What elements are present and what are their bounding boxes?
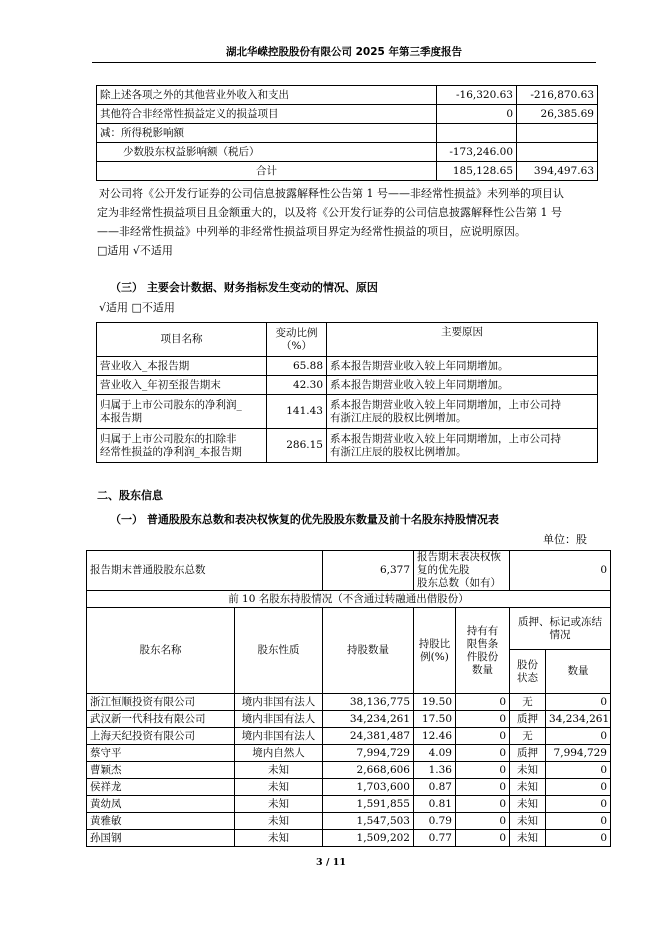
table-row-totals <box>87 551 611 591</box>
holding-ratio: 17.50 <box>414 711 456 728</box>
row-label: 其他符合非经常性损益定义的损益项目 <box>97 105 437 124</box>
current-period-value: -173,246.00 <box>437 143 517 162</box>
shareholder-nature: 境内非国有法人 <box>235 711 323 728</box>
header-shares: 持股数量 <box>323 608 414 694</box>
current-period-value <box>437 124 517 143</box>
shareholder-nature: 未知 <box>235 830 323 847</box>
item-name: 营业收入_年初至报告期末 <box>97 376 267 395</box>
top10-caption: 前 10 名股东持股情况（不含通过转融通出借股份） <box>87 591 611 608</box>
header-ratio-line: 变动比例 <box>275 326 318 339</box>
pledge-qty: 0 <box>546 830 611 847</box>
table-row <box>87 728 611 745</box>
holding-ratio: 4.09 <box>414 745 456 762</box>
shareholder-nature: 未知 <box>235 813 323 830</box>
pledge-status: 质押 <box>510 745 546 762</box>
shareholder-name: 黄幼凤 <box>87 796 235 813</box>
changes-table <box>96 322 598 463</box>
shareholder-nature: 境内自然人 <box>235 745 323 762</box>
header-ratio-line: （%） <box>281 339 312 352</box>
reason: 系本报告期营业收入较上年同期增加。 <box>327 357 598 376</box>
preferred-shareholders-label: 报告期末表决权恢复的优先股 股东总数（如有） <box>414 551 510 591</box>
section-title-3: （三） 主要会计数据、财务指标发生变动的情况、原因 <box>110 281 378 294</box>
section-title-shareholders: 二、股东信息 <box>97 489 163 502</box>
restricted-shares: 0 <box>456 796 510 813</box>
pledge-qty: 0 <box>546 694 611 711</box>
restricted-shares: 0 <box>456 779 510 796</box>
shareholder-nature: 未知 <box>235 762 323 779</box>
holding-ratio: 0.77 <box>414 830 456 847</box>
row-label: 减：所得税影响额 <box>97 124 437 143</box>
header-status: 股份 状态 <box>510 650 546 694</box>
restricted-shares: 0 <box>456 694 510 711</box>
applicability-check: □适用 √不适用 <box>97 244 173 257</box>
item-name: 归属于上市公司股东的扣除非 经常性损益的净利润_本报告期 <box>97 429 267 463</box>
table-header-row <box>97 323 598 357</box>
table-row <box>97 86 598 105</box>
change-ratio: 65.88 <box>267 357 327 376</box>
shareholder-name: 曹颖杰 <box>87 762 235 779</box>
table-header-row <box>87 608 611 650</box>
holding-ratio: 1.36 <box>414 762 456 779</box>
shareholder-nature: 未知 <box>235 779 323 796</box>
ytd-total: 394,497.63 <box>517 162 598 181</box>
pledge-qty: 0 <box>546 813 611 830</box>
preferred-shareholders-value: 0 <box>510 551 611 591</box>
paragraph-line: 对公司将《公开发行证券的公司信息披露解释性公告第 1 号——非经常性损益》未列举的项目认 <box>99 187 564 200</box>
shares-held: 7,994,729 <box>323 745 414 762</box>
restricted-shares: 0 <box>456 813 510 830</box>
item-name: 营业收入_本报告期 <box>97 357 267 376</box>
holding-ratio: 12.46 <box>414 728 456 745</box>
pledge-status: 未知 <box>510 830 546 847</box>
pledge-status: 未知 <box>510 813 546 830</box>
header-reason: 主要原因 <box>327 323 598 357</box>
pledge-qty: 0 <box>546 762 611 779</box>
table-row <box>97 124 598 143</box>
header-item: 项目名称 <box>97 323 267 357</box>
shares-held: 1,591,855 <box>323 796 414 813</box>
ytd-value: -216,870.63 <box>517 86 598 105</box>
shareholder-name: 蔡守平 <box>87 745 235 762</box>
shareholder-name: 黄雅敏 <box>87 813 235 830</box>
reason: 系本报告期营业收入较上年同期增加，上市公司持 有浙江庄辰的股权比例增加。 <box>327 395 598 429</box>
ytd-value <box>517 124 598 143</box>
shares-held: 2,668,606 <box>323 762 414 779</box>
header-ratio <box>267 323 327 357</box>
restricted-shares: 0 <box>456 830 510 847</box>
table-row <box>87 711 611 728</box>
row-label: 除上述各项之外的其他营业外收入和支出 <box>97 86 437 105</box>
shares-held: 1,703,600 <box>323 779 414 796</box>
holding-ratio: 0.87 <box>414 779 456 796</box>
pledge-status: 无 <box>510 728 546 745</box>
table-row-total <box>97 162 598 181</box>
table-row <box>87 779 611 796</box>
shareholder-name: 侯祥龙 <box>87 779 235 796</box>
pledge-qty: 7,994,729 <box>546 745 611 762</box>
shareholder-name: 孙国钢 <box>87 830 235 847</box>
shareholders-table <box>86 550 611 847</box>
row-label: 少数股东权益影响额（税后） <box>97 143 437 162</box>
item-name: 归属于上市公司股东的净利润_ 本报告期 <box>97 395 267 429</box>
table-caption-row <box>87 591 611 608</box>
shares-held: 1,547,503 <box>323 813 414 830</box>
table-row <box>87 762 611 779</box>
current-period-total: 185,128.65 <box>437 162 517 181</box>
table-row <box>87 830 611 847</box>
restricted-shares: 0 <box>456 711 510 728</box>
header-nature: 股东性质 <box>235 608 323 694</box>
pledge-qty: 0 <box>546 779 611 796</box>
table-row <box>87 745 611 762</box>
holding-ratio: 0.81 <box>414 796 456 813</box>
change-ratio: 286.15 <box>267 429 327 463</box>
holding-ratio: 0.79 <box>414 813 456 830</box>
paragraph-line: 定为非经常性损益项目且金额重大的，以及将《公开发行证券的公司信息披露解释性公告第 1 号 <box>97 206 562 219</box>
pledge-status: 未知 <box>510 779 546 796</box>
table-row <box>97 143 598 162</box>
shareholder-nature: 未知 <box>235 796 323 813</box>
page-header-title: 湖北华嵘控股股份有限公司 2025 年第三季度报告 <box>225 46 463 58</box>
shares-held: 1,509,202 <box>323 830 414 847</box>
header-qty: 数量 <box>546 650 611 694</box>
applicability-check: √适用 □不适用 <box>99 301 175 314</box>
reason: 系本报告期营业收入较上年同期增加，上市公司持 有浙江庄辰的股权比例增加。 <box>327 429 598 463</box>
section-subtitle-shareholders: （一） 普通股股东总数和表决权恢复的优先股股东数量及前十名股东持股情况表 <box>110 513 499 526</box>
pledge-status: 质押 <box>510 711 546 728</box>
ytd-value: 26,385.69 <box>517 105 598 124</box>
shareholder-name: 上海天纪投资有限公司 <box>87 728 235 745</box>
explanation-paragraph <box>97 184 597 260</box>
reason: 系本报告期营业收入较上年同期增加。 <box>327 376 598 395</box>
restricted-shares: 0 <box>456 745 510 762</box>
change-ratio: 42.30 <box>267 376 327 395</box>
pledge-qty: 34,234,261 <box>546 711 611 728</box>
header-pledge: 质押、标记或冻结 情况 <box>510 608 611 650</box>
table-row <box>97 357 598 376</box>
shareholder-nature: 境内非国有法人 <box>235 694 323 711</box>
shares-held: 34,234,261 <box>323 711 414 728</box>
header-ratio: 持股比 例(%) <box>414 608 456 694</box>
header-divider <box>92 62 596 63</box>
shareholder-nature: 境内非国有法人 <box>235 728 323 745</box>
shareholder-name: 武汉新一代科技有限公司 <box>87 711 235 728</box>
holding-ratio: 19.50 <box>414 694 456 711</box>
table-row <box>97 395 598 429</box>
table-row <box>87 796 611 813</box>
total-shareholders-value: 6,377 <box>323 551 414 591</box>
shares-held: 38,136,775 <box>323 694 414 711</box>
total-shareholders-label: 报告期末普通股股东总数 <box>87 551 323 591</box>
pledge-qty: 0 <box>546 796 611 813</box>
paragraph-line: ——非经常性损益》中列举的非经常性损益项目界定为经常性损益的项目，应说明原因。 <box>97 225 526 238</box>
current-period-value: -16,320.63 <box>437 86 517 105</box>
shareholder-name: 浙江恒顺投资有限公司 <box>87 694 235 711</box>
page-number: 3 / 11 <box>316 857 346 868</box>
pledge-status: 未知 <box>510 762 546 779</box>
table-row <box>87 694 611 711</box>
table-row <box>97 376 598 395</box>
table-row <box>87 813 611 830</box>
change-ratio: 141.43 <box>267 395 327 429</box>
table-row <box>97 429 598 463</box>
pledge-qty: 0 <box>546 728 611 745</box>
current-period-value: 0 <box>437 105 517 124</box>
nonrecurring-table <box>96 85 598 181</box>
restricted-shares: 0 <box>456 728 510 745</box>
ytd-value <box>517 143 598 162</box>
pledge-status: 无 <box>510 694 546 711</box>
table-row <box>97 105 598 124</box>
restricted-shares: 0 <box>456 762 510 779</box>
header-restricted: 持有有 限售条 件股份 数量 <box>456 608 510 694</box>
pledge-status: 未知 <box>510 796 546 813</box>
header-name: 股东名称 <box>87 608 235 694</box>
total-label: 合计 <box>97 162 437 181</box>
unit-label: 单位：股 <box>543 533 587 546</box>
shares-held: 24,381,487 <box>323 728 414 745</box>
